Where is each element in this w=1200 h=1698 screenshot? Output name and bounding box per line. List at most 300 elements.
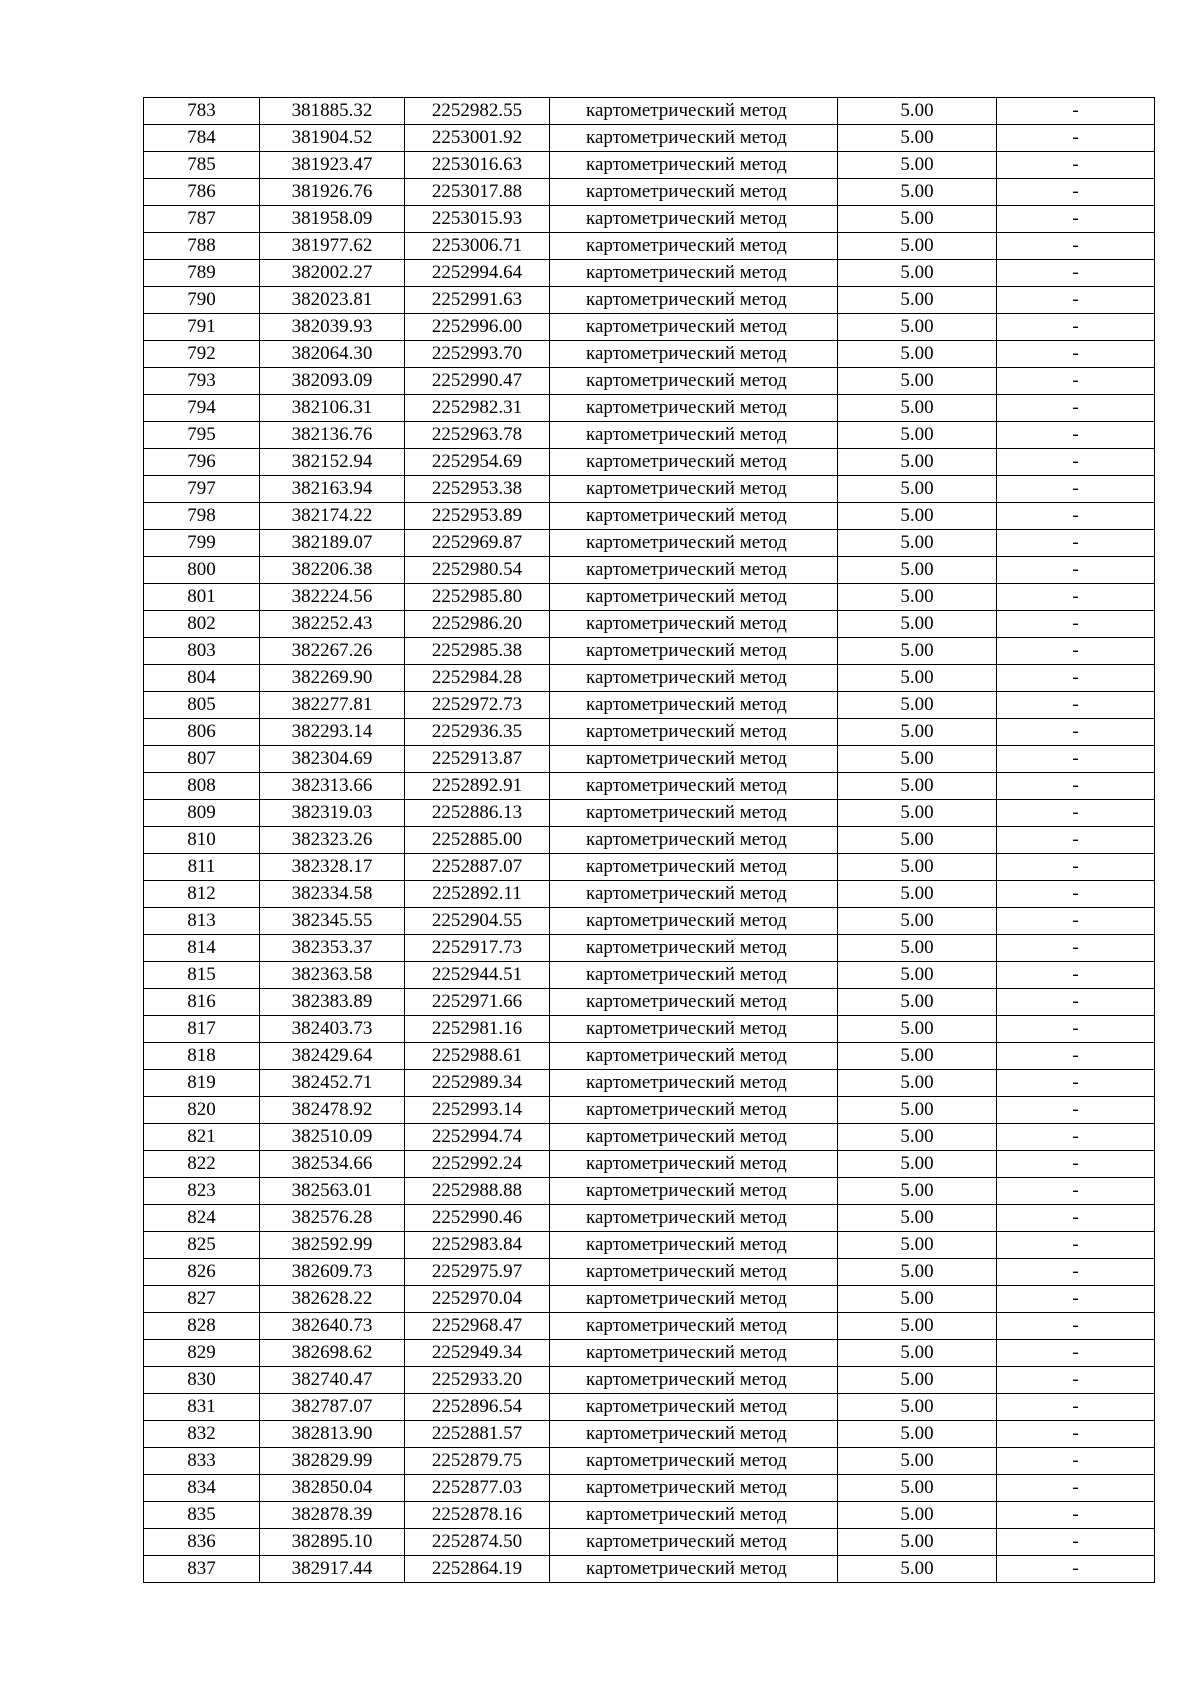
y-coordinate-cell: 2252992.24	[405, 1151, 550, 1178]
method-cell: картометрический метод	[550, 179, 838, 206]
accuracy-cell: 5.00	[838, 800, 997, 827]
table-row	[144, 989, 1155, 1016]
x-coordinate-cell: 382628.22	[260, 1286, 405, 1313]
accuracy-cell: 5.00	[838, 1421, 997, 1448]
method-cell: картометрический метод	[550, 422, 838, 449]
table-row	[144, 1394, 1155, 1421]
y-coordinate-cell: 2252989.34	[405, 1070, 550, 1097]
x-coordinate-cell: 382609.73	[260, 1259, 405, 1286]
x-coordinate-cell: 382510.09	[260, 1124, 405, 1151]
point-number-cell: 837	[144, 1556, 260, 1583]
point-number-cell: 832	[144, 1421, 260, 1448]
accuracy-cell: 5.00	[838, 611, 997, 638]
point-number-cell: 789	[144, 260, 260, 287]
x-coordinate-cell: 382039.93	[260, 314, 405, 341]
table-row	[144, 746, 1155, 773]
reference-cell: -	[997, 665, 1155, 692]
x-coordinate-cell: 382304.69	[260, 746, 405, 773]
x-coordinate-cell: 382740.47	[260, 1367, 405, 1394]
accuracy-cell: 5.00	[838, 1394, 997, 1421]
point-number-cell: 805	[144, 692, 260, 719]
method-cell: картометрический метод	[550, 800, 838, 827]
y-coordinate-cell: 2252874.50	[405, 1529, 550, 1556]
table-row	[144, 125, 1155, 152]
reference-cell: -	[997, 530, 1155, 557]
point-number-cell: 831	[144, 1394, 260, 1421]
method-cell: картометрический метод	[550, 1286, 838, 1313]
method-cell: картометрический метод	[550, 1124, 838, 1151]
table-row	[144, 1124, 1155, 1151]
x-coordinate-cell: 381977.62	[260, 233, 405, 260]
method-cell: картометрический метод	[550, 1421, 838, 1448]
point-number-cell: 826	[144, 1259, 260, 1286]
method-cell: картометрический метод	[550, 881, 838, 908]
table-row	[144, 1313, 1155, 1340]
y-coordinate-cell: 2253001.92	[405, 125, 550, 152]
table-row	[144, 557, 1155, 584]
reference-cell: -	[997, 1313, 1155, 1340]
method-cell: картометрический метод	[550, 152, 838, 179]
x-coordinate-cell: 382787.07	[260, 1394, 405, 1421]
point-number-cell: 825	[144, 1232, 260, 1259]
point-number-cell: 793	[144, 368, 260, 395]
reference-cell: -	[997, 854, 1155, 881]
accuracy-cell: 5.00	[838, 692, 997, 719]
table-row	[144, 1259, 1155, 1286]
accuracy-cell: 5.00	[838, 1556, 997, 1583]
method-cell: картометрический метод	[550, 395, 838, 422]
accuracy-cell: 5.00	[838, 314, 997, 341]
table-row	[144, 1448, 1155, 1475]
point-number-cell: 829	[144, 1340, 260, 1367]
point-number-cell: 798	[144, 503, 260, 530]
method-cell: картометрический метод	[550, 854, 838, 881]
table-row	[144, 827, 1155, 854]
x-coordinate-cell: 382323.26	[260, 827, 405, 854]
point-number-cell: 802	[144, 611, 260, 638]
reference-cell: -	[997, 152, 1155, 179]
reference-cell: -	[997, 260, 1155, 287]
reference-cell: -	[997, 584, 1155, 611]
point-number-cell: 784	[144, 125, 260, 152]
accuracy-cell: 5.00	[838, 449, 997, 476]
table-row	[144, 368, 1155, 395]
method-cell: картометрический метод	[550, 1097, 838, 1124]
table-row	[144, 395, 1155, 422]
point-number-cell: 814	[144, 935, 260, 962]
accuracy-cell: 5.00	[838, 1124, 997, 1151]
method-cell: картометрический метод	[550, 98, 838, 125]
accuracy-cell: 5.00	[838, 1367, 997, 1394]
x-coordinate-cell: 382698.62	[260, 1340, 405, 1367]
point-number-cell: 783	[144, 98, 260, 125]
point-number-cell: 817	[144, 1016, 260, 1043]
table-row	[144, 530, 1155, 557]
y-coordinate-cell: 2252953.89	[405, 503, 550, 530]
y-coordinate-cell: 2252896.54	[405, 1394, 550, 1421]
point-number-cell: 834	[144, 1475, 260, 1502]
y-coordinate-cell: 2252994.74	[405, 1124, 550, 1151]
reference-cell: -	[997, 98, 1155, 125]
method-cell: картометрический метод	[550, 530, 838, 557]
y-coordinate-cell: 2252949.34	[405, 1340, 550, 1367]
x-coordinate-cell: 382429.64	[260, 1043, 405, 1070]
table-row	[144, 1016, 1155, 1043]
method-cell: картометрический метод	[550, 233, 838, 260]
x-coordinate-cell: 382163.94	[260, 476, 405, 503]
point-number-cell: 823	[144, 1178, 260, 1205]
accuracy-cell: 5.00	[838, 1178, 997, 1205]
x-coordinate-cell: 382478.92	[260, 1097, 405, 1124]
method-cell: картометрический метод	[550, 611, 838, 638]
accuracy-cell: 5.00	[838, 233, 997, 260]
reference-cell: -	[997, 395, 1155, 422]
y-coordinate-cell: 2252990.47	[405, 368, 550, 395]
method-cell: картометрический метод	[550, 584, 838, 611]
method-cell: картометрический метод	[550, 989, 838, 1016]
table-row	[144, 233, 1155, 260]
table-row	[144, 1556, 1155, 1583]
table-row	[144, 422, 1155, 449]
method-cell: картометрический метод	[550, 1367, 838, 1394]
accuracy-cell: 5.00	[838, 530, 997, 557]
accuracy-cell: 5.00	[838, 1259, 997, 1286]
y-coordinate-cell: 2252954.69	[405, 449, 550, 476]
accuracy-cell: 5.00	[838, 368, 997, 395]
x-coordinate-cell: 382174.22	[260, 503, 405, 530]
method-cell: картометрический метод	[550, 827, 838, 854]
point-number-cell: 828	[144, 1313, 260, 1340]
method-cell: картометрический метод	[550, 1502, 838, 1529]
point-number-cell: 818	[144, 1043, 260, 1070]
y-coordinate-cell: 2252981.16	[405, 1016, 550, 1043]
method-cell: картометрический метод	[550, 503, 838, 530]
x-coordinate-cell: 382189.07	[260, 530, 405, 557]
reference-cell: -	[997, 800, 1155, 827]
accuracy-cell: 5.00	[838, 665, 997, 692]
method-cell: картометрический метод	[550, 206, 838, 233]
method-cell: картометрический метод	[550, 746, 838, 773]
table-row	[144, 1502, 1155, 1529]
reference-cell: -	[997, 1556, 1155, 1583]
reference-cell: -	[997, 314, 1155, 341]
reference-cell: -	[997, 935, 1155, 962]
accuracy-cell: 5.00	[838, 422, 997, 449]
reference-cell: -	[997, 989, 1155, 1016]
reference-cell: -	[997, 638, 1155, 665]
reference-cell: -	[997, 1178, 1155, 1205]
accuracy-cell: 5.00	[838, 1502, 997, 1529]
point-number-cell: 794	[144, 395, 260, 422]
method-cell: картометрический метод	[550, 1205, 838, 1232]
y-coordinate-cell: 2252963.78	[405, 422, 550, 449]
table-row	[144, 1475, 1155, 1502]
accuracy-cell: 5.00	[838, 395, 997, 422]
accuracy-cell: 5.00	[838, 1313, 997, 1340]
reference-cell: -	[997, 233, 1155, 260]
reference-cell: -	[997, 773, 1155, 800]
method-cell: картометрический метод	[550, 125, 838, 152]
point-number-cell: 810	[144, 827, 260, 854]
point-number-cell: 804	[144, 665, 260, 692]
point-number-cell: 799	[144, 530, 260, 557]
accuracy-cell: 5.00	[838, 746, 997, 773]
reference-cell: -	[997, 1097, 1155, 1124]
reference-cell: -	[997, 1421, 1155, 1448]
accuracy-cell: 5.00	[838, 908, 997, 935]
reference-cell: -	[997, 1502, 1155, 1529]
table-row	[144, 962, 1155, 989]
accuracy-cell: 5.00	[838, 1097, 997, 1124]
table-row	[144, 287, 1155, 314]
table-row	[144, 341, 1155, 368]
table-row	[144, 773, 1155, 800]
reference-cell: -	[997, 179, 1155, 206]
x-coordinate-cell: 382383.89	[260, 989, 405, 1016]
x-coordinate-cell: 381926.76	[260, 179, 405, 206]
method-cell: картометрический метод	[550, 1529, 838, 1556]
reference-cell: -	[997, 422, 1155, 449]
reference-cell: -	[997, 908, 1155, 935]
reference-cell: -	[997, 1070, 1155, 1097]
point-number-cell: 785	[144, 152, 260, 179]
y-coordinate-cell: 2252983.84	[405, 1232, 550, 1259]
y-coordinate-cell: 2253016.63	[405, 152, 550, 179]
reference-cell: -	[997, 1205, 1155, 1232]
method-cell: картометрический метод	[550, 1232, 838, 1259]
reference-cell: -	[997, 1394, 1155, 1421]
y-coordinate-cell: 2252944.51	[405, 962, 550, 989]
accuracy-cell: 5.00	[838, 125, 997, 152]
table-row	[144, 260, 1155, 287]
x-coordinate-cell: 382269.90	[260, 665, 405, 692]
accuracy-cell: 5.00	[838, 152, 997, 179]
point-number-cell: 820	[144, 1097, 260, 1124]
accuracy-cell: 5.00	[838, 98, 997, 125]
method-cell: картометрический метод	[550, 1556, 838, 1583]
accuracy-cell: 5.00	[838, 881, 997, 908]
point-number-cell: 815	[144, 962, 260, 989]
x-coordinate-cell: 382534.66	[260, 1151, 405, 1178]
y-coordinate-cell: 2252972.73	[405, 692, 550, 719]
reference-cell: -	[997, 341, 1155, 368]
point-number-cell: 790	[144, 287, 260, 314]
accuracy-cell: 5.00	[838, 989, 997, 1016]
y-coordinate-cell: 2252881.57	[405, 1421, 550, 1448]
coordinates-table	[143, 97, 1155, 1583]
y-coordinate-cell: 2252913.87	[405, 746, 550, 773]
y-coordinate-cell: 2252986.20	[405, 611, 550, 638]
x-coordinate-cell: 382293.14	[260, 719, 405, 746]
y-coordinate-cell: 2252953.38	[405, 476, 550, 503]
method-cell: картометрический метод	[550, 449, 838, 476]
reference-cell: -	[997, 503, 1155, 530]
x-coordinate-cell: 382878.39	[260, 1502, 405, 1529]
x-coordinate-cell: 382353.37	[260, 935, 405, 962]
point-number-cell: 800	[144, 557, 260, 584]
y-coordinate-cell: 2252994.64	[405, 260, 550, 287]
table-row	[144, 908, 1155, 935]
table-row	[144, 1286, 1155, 1313]
table-row	[144, 449, 1155, 476]
y-coordinate-cell: 2252970.04	[405, 1286, 550, 1313]
table-row	[144, 1097, 1155, 1124]
y-coordinate-cell: 2252990.46	[405, 1205, 550, 1232]
method-cell: картометрический метод	[550, 773, 838, 800]
table-row	[144, 1178, 1155, 1205]
reference-cell: -	[997, 1151, 1155, 1178]
accuracy-cell: 5.00	[838, 854, 997, 881]
method-cell: картометрический метод	[550, 368, 838, 395]
reference-cell: -	[997, 692, 1155, 719]
point-number-cell: 836	[144, 1529, 260, 1556]
accuracy-cell: 5.00	[838, 503, 997, 530]
point-number-cell: 801	[144, 584, 260, 611]
x-coordinate-cell: 382334.58	[260, 881, 405, 908]
y-coordinate-cell: 2252980.54	[405, 557, 550, 584]
x-coordinate-cell: 382252.43	[260, 611, 405, 638]
y-coordinate-cell: 2252975.97	[405, 1259, 550, 1286]
reference-cell: -	[997, 1475, 1155, 1502]
x-coordinate-cell: 382277.81	[260, 692, 405, 719]
y-coordinate-cell: 2252904.55	[405, 908, 550, 935]
method-cell: картометрический метод	[550, 476, 838, 503]
reference-cell: -	[997, 746, 1155, 773]
x-coordinate-cell: 382152.94	[260, 449, 405, 476]
accuracy-cell: 5.00	[838, 557, 997, 584]
x-coordinate-cell: 382224.56	[260, 584, 405, 611]
method-cell: картометрический метод	[550, 908, 838, 935]
accuracy-cell: 5.00	[838, 962, 997, 989]
y-coordinate-cell: 2252885.00	[405, 827, 550, 854]
table-row	[144, 1421, 1155, 1448]
method-cell: картометрический метод	[550, 1259, 838, 1286]
method-cell: картометрический метод	[550, 1448, 838, 1475]
accuracy-cell: 5.00	[838, 341, 997, 368]
method-cell: картометрический метод	[550, 287, 838, 314]
accuracy-cell: 5.00	[838, 476, 997, 503]
y-coordinate-cell: 2252984.28	[405, 665, 550, 692]
reference-cell: -	[997, 1367, 1155, 1394]
method-cell: картометрический метод	[550, 638, 838, 665]
y-coordinate-cell: 2252971.66	[405, 989, 550, 1016]
point-number-cell: 803	[144, 638, 260, 665]
table-row	[144, 692, 1155, 719]
table-row	[144, 179, 1155, 206]
table-row	[144, 1529, 1155, 1556]
accuracy-cell: 5.00	[838, 827, 997, 854]
y-coordinate-cell: 2252982.55	[405, 98, 550, 125]
method-cell: картометрический метод	[550, 719, 838, 746]
point-number-cell: 792	[144, 341, 260, 368]
method-cell: картометрический метод	[550, 260, 838, 287]
y-coordinate-cell: 2252887.07	[405, 854, 550, 881]
y-coordinate-cell: 2252864.19	[405, 1556, 550, 1583]
y-coordinate-cell: 2253017.88	[405, 179, 550, 206]
x-coordinate-cell: 382363.58	[260, 962, 405, 989]
table-row	[144, 1151, 1155, 1178]
x-coordinate-cell: 382813.90	[260, 1421, 405, 1448]
x-coordinate-cell: 382452.71	[260, 1070, 405, 1097]
method-cell: картометрический метод	[550, 1070, 838, 1097]
accuracy-cell: 5.00	[838, 584, 997, 611]
accuracy-cell: 5.00	[838, 1340, 997, 1367]
reference-cell: -	[997, 1529, 1155, 1556]
y-coordinate-cell: 2252985.38	[405, 638, 550, 665]
point-number-cell: 830	[144, 1367, 260, 1394]
x-coordinate-cell: 382850.04	[260, 1475, 405, 1502]
point-number-cell: 813	[144, 908, 260, 935]
point-number-cell: 786	[144, 179, 260, 206]
reference-cell: -	[997, 827, 1155, 854]
y-coordinate-cell: 2252936.35	[405, 719, 550, 746]
reference-cell: -	[997, 719, 1155, 746]
y-coordinate-cell: 2252878.16	[405, 1502, 550, 1529]
accuracy-cell: 5.00	[838, 1016, 997, 1043]
method-cell: картометрический метод	[550, 1043, 838, 1070]
accuracy-cell: 5.00	[838, 206, 997, 233]
x-coordinate-cell: 382640.73	[260, 1313, 405, 1340]
method-cell: картометрический метод	[550, 314, 838, 341]
reference-cell: -	[997, 1340, 1155, 1367]
table-row	[144, 854, 1155, 881]
accuracy-cell: 5.00	[838, 773, 997, 800]
method-cell: картометрический метод	[550, 557, 838, 584]
table-row	[144, 503, 1155, 530]
x-coordinate-cell: 382267.26	[260, 638, 405, 665]
reference-cell: -	[997, 206, 1155, 233]
x-coordinate-cell: 382106.31	[260, 395, 405, 422]
accuracy-cell: 5.00	[838, 1529, 997, 1556]
reference-cell: -	[997, 881, 1155, 908]
point-number-cell: 812	[144, 881, 260, 908]
reference-cell: -	[997, 557, 1155, 584]
x-coordinate-cell: 382023.81	[260, 287, 405, 314]
method-cell: картометрический метод	[550, 1151, 838, 1178]
table-row	[144, 98, 1155, 125]
point-number-cell: 827	[144, 1286, 260, 1313]
accuracy-cell: 5.00	[838, 1448, 997, 1475]
accuracy-cell: 5.00	[838, 719, 997, 746]
method-cell: картометрический метод	[550, 665, 838, 692]
y-coordinate-cell: 2252988.61	[405, 1043, 550, 1070]
x-coordinate-cell: 382206.38	[260, 557, 405, 584]
y-coordinate-cell: 2252917.73	[405, 935, 550, 962]
reference-cell: -	[997, 1124, 1155, 1151]
x-coordinate-cell: 381923.47	[260, 152, 405, 179]
table-row	[144, 611, 1155, 638]
reference-cell: -	[997, 1448, 1155, 1475]
accuracy-cell: 5.00	[838, 287, 997, 314]
point-number-cell: 796	[144, 449, 260, 476]
point-number-cell: 816	[144, 989, 260, 1016]
x-coordinate-cell: 382064.30	[260, 341, 405, 368]
table-row	[144, 1070, 1155, 1097]
point-number-cell: 791	[144, 314, 260, 341]
y-coordinate-cell: 2253006.71	[405, 233, 550, 260]
point-number-cell: 821	[144, 1124, 260, 1151]
method-cell: картометрический метод	[550, 1313, 838, 1340]
coordinates-table-body	[144, 98, 1155, 1583]
x-coordinate-cell: 381958.09	[260, 206, 405, 233]
accuracy-cell: 5.00	[838, 179, 997, 206]
accuracy-cell: 5.00	[838, 1205, 997, 1232]
y-coordinate-cell: 2252993.14	[405, 1097, 550, 1124]
accuracy-cell: 5.00	[838, 1286, 997, 1313]
reference-cell: -	[997, 962, 1155, 989]
accuracy-cell: 5.00	[838, 1070, 997, 1097]
point-number-cell: 822	[144, 1151, 260, 1178]
